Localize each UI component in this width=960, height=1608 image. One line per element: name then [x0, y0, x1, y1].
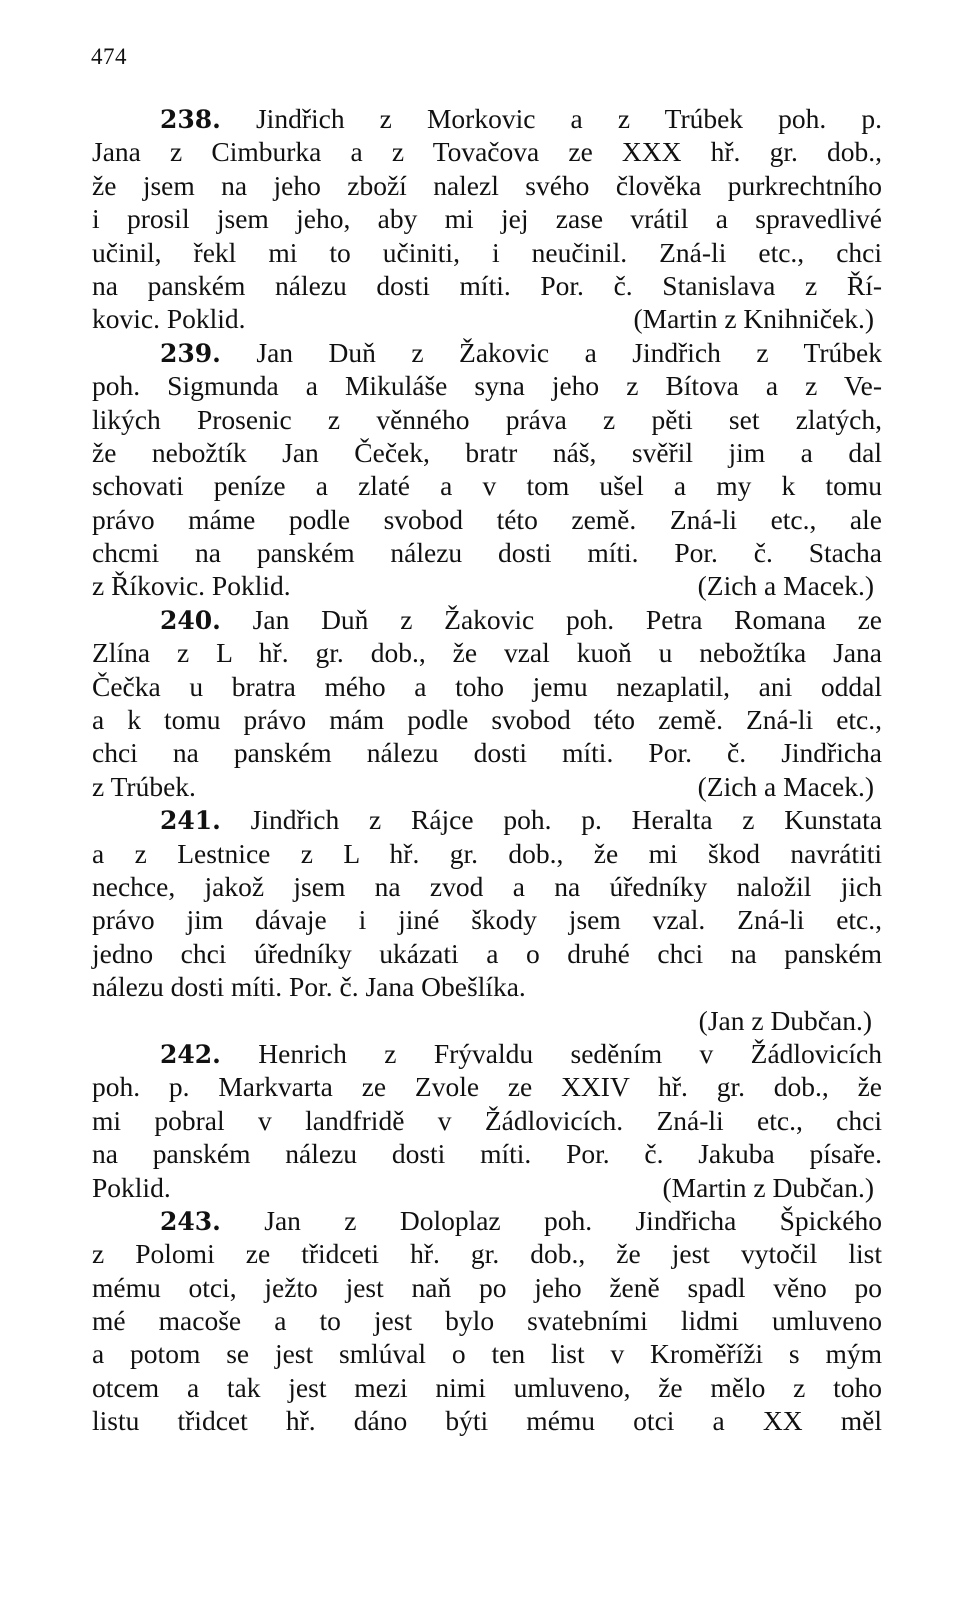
entry-241 — [92, 803, 882, 1037]
entry-line: učinil, řekl mi to učiniti, i neučinil. Zná-li etc., chci — [92, 236, 882, 268]
entry-line: a z Lestnice z L hř. gr. dob., že mi škod navrátiti — [92, 837, 882, 869]
entry-243 — [92, 1204, 882, 1438]
entry-text: Henrich z Frývaldu seděním v Žádlovicích — [258, 1037, 882, 1069]
entry-text: Jindřich z Morkovic a z Trúbek poh. p. — [255, 103, 882, 134]
entry-first-line — [92, 336, 882, 369]
entry-line: Čečka u bratra mého a toho jemu nezaplatil, ani oddal — [92, 670, 882, 702]
entry-closing-line — [92, 569, 882, 602]
entry-number: 243. — [160, 1206, 221, 1236]
entry-line: že nebožtík Jan Čeček, bratr náš, svěřil jim a dal — [92, 436, 882, 468]
entry-first-line — [92, 1204, 882, 1237]
entry-line: poh. Sigmunda a Mikuláše syna jeho z Bítova a z Ve- — [92, 370, 882, 402]
entry-closing: z Trúbek. — [92, 770, 196, 802]
entry-closing-line — [92, 1171, 882, 1204]
entry-line: listu třidcet hř. dáno býti mému otci a XX měl — [92, 1405, 882, 1437]
entry-line: právo máme podle svobod této země. Zná-li etc., ale — [92, 503, 882, 535]
entry-text: Jan Duň z Žakovic a Jindřich z Trúbek — [256, 336, 883, 368]
entry-first-line — [92, 1037, 882, 1070]
entry-text: Jindřich z Rájce poh. p. Heralta z Kunstata — [250, 804, 883, 836]
entry-signature: (Zich a Macek.) — [697, 570, 874, 602]
entry-number: 242. — [160, 1039, 221, 1069]
entry-239 — [92, 336, 882, 603]
entry-238 — [92, 102, 882, 336]
entry-line: Zlína z L hř. gr. dob., že vzal kuoň u nebožtíka Jana — [92, 637, 882, 669]
entry-number: 240. — [160, 605, 221, 635]
entry-text: Jan Duň z Žakovic poh. Petra Romana ze — [252, 603, 882, 635]
entry-line: otcem a tak jest mezi nimi umluveno, že mělo z toho — [92, 1371, 882, 1403]
entry-signature: (Martin z Knihniček.) — [633, 303, 874, 335]
entry-line: na panském nálezu dosti míti. Por. č. Stanislava z Ří- — [92, 269, 882, 301]
entry-closing: nálezu dosti míti. Por. č. Jana Obešlíka. — [92, 971, 526, 1003]
page-number: 474 — [91, 44, 127, 69]
entry-text: Jan z Doloplaz poh. Jindřicha Špického — [264, 1204, 882, 1236]
entry-signature: (Martin z Dubčan.) — [662, 1171, 874, 1203]
entry-closing-line — [92, 302, 882, 335]
entry-first-line — [92, 102, 882, 135]
entry-line: schovati peníze a zlaté a v tom ušel a my k tomu — [92, 470, 882, 502]
entry-closing: Poklid. — [92, 1171, 171, 1203]
entry-line: a k tomu právo mám podle svobod této země. Zná-li etc., — [92, 704, 882, 736]
entry-closing: kovic. Poklid. — [92, 303, 246, 335]
entry-line: že jsem na jeho zboží nalezl svého člověka purkrechtního — [92, 169, 882, 201]
entry-first-line — [92, 803, 882, 836]
entry-line: mému otci, ježto jest naň po jeho ženě spadl věno po — [92, 1271, 882, 1303]
entry-242 — [92, 1037, 882, 1204]
entry-line: mé macoše a to jest bylo svatebními lidmi umluveno — [92, 1305, 882, 1337]
entry-line: na panském nálezu dosti míti. Por. č. Jakuba písaře. — [92, 1138, 882, 1170]
entry-line: právo jim dávaje i jiné škody jsem vzal. Zná-li etc., — [92, 904, 882, 936]
entry-number: 238. — [160, 105, 221, 134]
entry-line: Jana z Cimburka a z Tovačova ze XXX hř. gr. dob., — [92, 136, 882, 168]
entry-signature: (Jan z Dubčan.) — [698, 1004, 872, 1036]
entry-line: likých Prosenic z věnného práva z pěti set zlatých, — [92, 403, 882, 435]
entry-line: chcmi na panském nálezu dosti míti. Por. č. Stacha — [92, 537, 882, 569]
entry-240 — [92, 603, 882, 803]
entry-line: jedno chci úředníky ukázati a o druhé chci na panském — [92, 937, 882, 969]
entry-number: 239. — [160, 338, 221, 368]
entry-line: chci na panském nálezu dosti míti. Por. č. Jindřicha — [92, 737, 882, 769]
text-column — [92, 102, 882, 1438]
entry-first-line — [92, 603, 882, 636]
entry-signature: (Zich a Macek.) — [697, 770, 874, 802]
entry-line: mi pobral v landfridě v Žádlovicích. Zná-li etc., chci — [92, 1104, 882, 1136]
entry-line: poh. p. Markvarta ze Zvole ze XXIV hř. gr. dob., že — [92, 1071, 882, 1103]
entry-line: nechce, jakož jsem na zvod a na úředníky naložil jich — [92, 870, 882, 902]
entry-closing-line — [92, 770, 882, 803]
entry-line: i prosil jsem jeho, aby mi jej zase vrátil a spravedlivé — [92, 203, 882, 235]
entry-line: a potom se jest smlúval o ten list v Kroměříži s mým — [92, 1338, 882, 1370]
entry-line: z Polomi ze třidceti hř. gr. dob., že jest vytočil list — [92, 1238, 882, 1270]
entry-closing: z Říkovic. Poklid. — [92, 570, 291, 602]
entry-number: 241. — [160, 806, 221, 836]
